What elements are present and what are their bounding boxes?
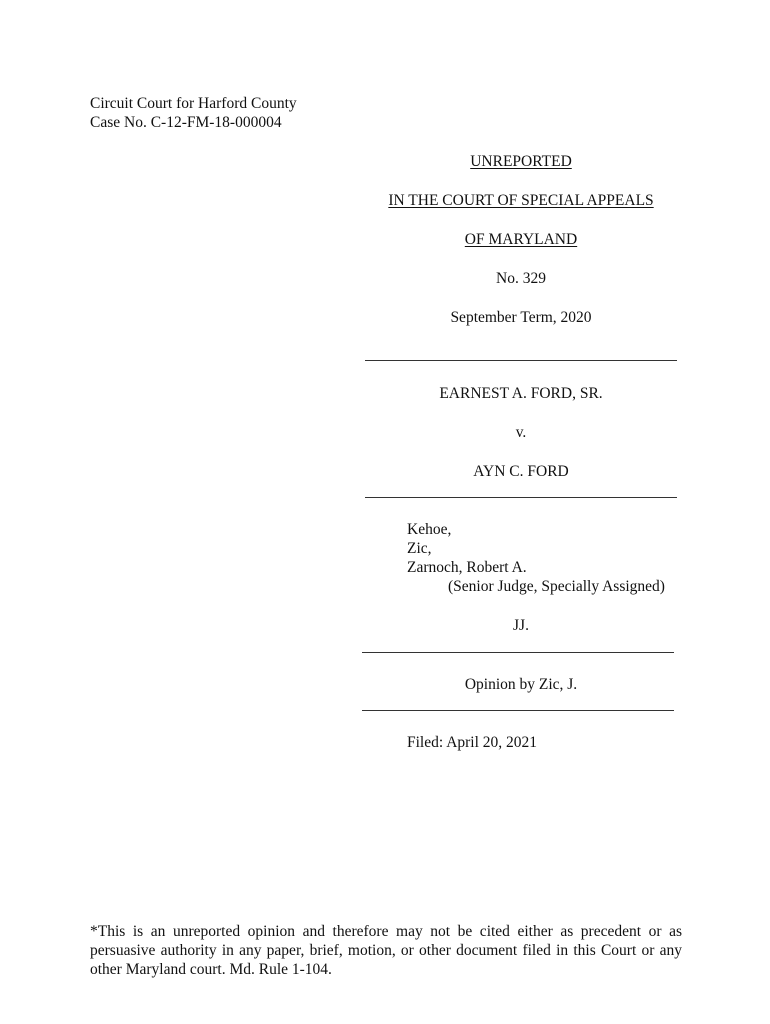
court-name-line2-text: OF MARYLAND — [464, 231, 578, 248]
court-name-line1 — [365, 191, 677, 210]
case-number: Case No. C-12-FM-18-000004 — [90, 114, 282, 131]
judge-1: Kehoe, — [407, 521, 452, 538]
unreported-heading — [365, 152, 677, 171]
lower-court-name: Circuit Court for Harford County — [90, 95, 297, 112]
divider-rule-3 — [362, 652, 674, 653]
divider-rule-1 — [365, 360, 677, 361]
unreported-footnote: *This is an unreported opinion and therefore may not be cited either as precedent or as persuasive authority in any paper, brief, motion, or other document filed in this Court or any other Maryland court. Md. Rule 1-104. — [90, 923, 682, 978]
divider-rule-2 — [365, 497, 677, 498]
judge-2: Zic, — [407, 540, 432, 557]
court-name-line2 — [365, 230, 677, 249]
opinion-author: Opinion by Zic, J. — [464, 676, 578, 693]
unreported-text: UNREPORTED — [470, 153, 572, 170]
versus: v. — [515, 424, 527, 441]
judges-suffix: JJ. — [513, 617, 529, 634]
judge-3: Zarnoch, Robert A. — [407, 559, 527, 576]
divider-rule-4 — [362, 710, 674, 711]
filed-date: Filed: April 20, 2021 — [407, 734, 538, 751]
appellee-name: AYN C. FORD — [473, 463, 569, 480]
term: September Term, 2020 — [450, 309, 592, 326]
appeal-number: No. 329 — [496, 270, 546, 287]
appellant-name: EARNEST A. FORD, SR. — [439, 385, 603, 402]
court-name-line1-text: IN THE COURT OF SPECIAL APPEALS — [388, 192, 654, 209]
judge-note: (Senior Judge, Specially Assigned) — [448, 578, 665, 595]
